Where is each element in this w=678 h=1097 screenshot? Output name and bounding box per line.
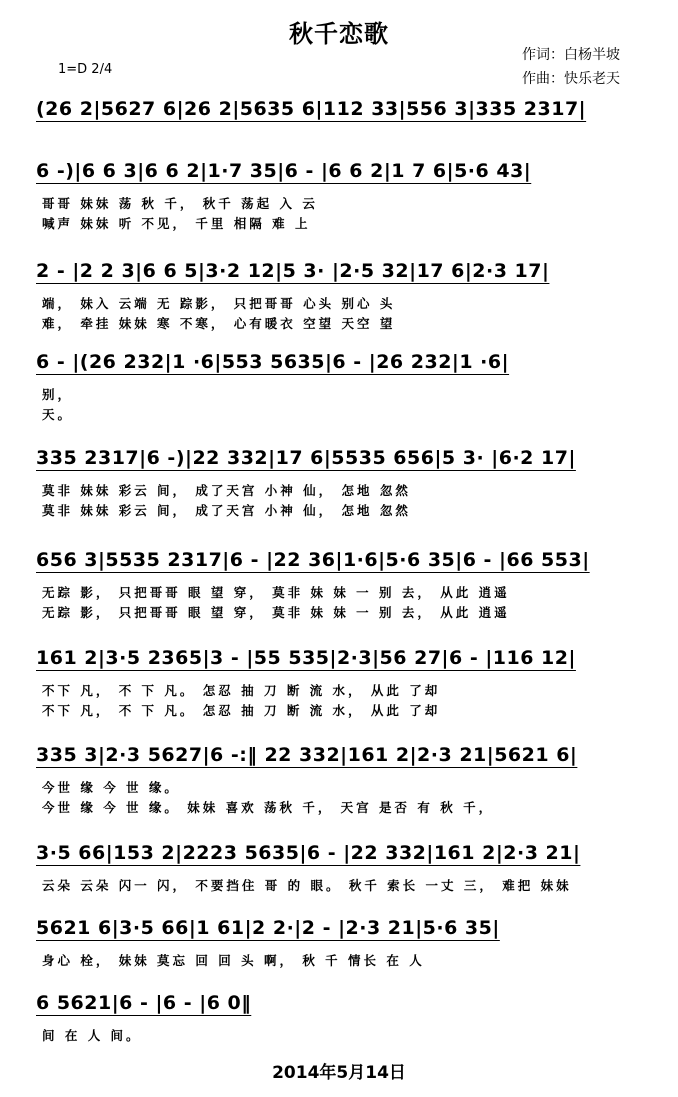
lyric-verse-1: 别， (42, 387, 74, 402)
score-line-11 (36, 982, 644, 1052)
notation: 2 - |2 2 3|6 6 5|3·2 12|5 3· |2·5 32|17 6|2·3 17| (36, 260, 550, 282)
lyric-verse-2: 今世 缘 今 世 缘。 妹妹 喜欢 荡秋 千， 天宫 是否 有 秋 千， (42, 800, 495, 815)
page-title: 秋千恋歌 (289, 20, 389, 48)
notation: 656 3|5535 2317|6 - |22 36|1·6|5·6 35|6 - |66 553| (36, 549, 590, 571)
notation: 6 5621|6 - |6 - |6 0‖ (36, 992, 252, 1014)
notation: 335 2317|6 -)|22 332|17 6|5535 656|5 3· |6·2 17| (36, 447, 576, 469)
lyric-verse-1: 哥哥 妹妹 荡 秋 千， 秋千 荡起 入 云 (42, 196, 318, 211)
lyric-verse-1: 身心 栓， 妹妹 莫忘 回 回 头 啊， 秋 千 情长 在 人 (42, 953, 425, 968)
lyric-verse-2: 莫非 妹妹 彩云 间， 成了天宫 小神 仙， 怎地 忽然 (42, 503, 411, 518)
notation: 6 -)|6 6 3|6 6 2|1·7 35|6 - |6 6 2|1 7 6|5·6 43| (36, 160, 532, 182)
notation: 6 - |(26 232|1 ·6|553 5635|6 - |26 232|1 ·6| (36, 351, 510, 373)
score-line-1 (36, 88, 644, 148)
score-line-3 (36, 250, 644, 340)
notation: 161 2|3·5 2365|3 - |55 535|2·3|56 27|6 - |116 12| (36, 647, 576, 669)
lyric-verse-1: 间 在 人 间。 (42, 1028, 142, 1043)
lyric-verse-1: 莫非 妹妹 彩云 间， 成了天宫 小神 仙， 怎地 忽然 (42, 483, 411, 498)
score-line-9 (36, 832, 644, 902)
lyric-verse-2: 天。 (42, 407, 74, 422)
lyric-verse-2: 无踪 影， 只把哥哥 眼 望 穿， 莫非 妹 妹 一 别 去， 从此 逍遥 (42, 605, 510, 620)
score-line-2 (36, 150, 644, 240)
lyric-verse-2: 不下 凡， 不 下 凡。 怎忍 抽 刀 断 流 水， 从此 了却 (42, 703, 441, 718)
composer-credit: 作曲：快乐老天 (522, 71, 620, 87)
lyric-verse-1: 不下 凡， 不 下 凡。 怎忍 抽 刀 断 流 水， 从此 了却 (42, 683, 441, 698)
score-line-7 (36, 637, 644, 727)
date-footer: 2014年5月14日 (272, 1063, 406, 1083)
lyric-verse-1: 无踪 影， 只把哥哥 眼 望 穿， 莫非 妹 妹 一 别 去， 从此 逍遥 (42, 585, 510, 600)
notation: 5621 6|3·5 66|1 61|2 2·|2 - |2·3 21|5·6 35| (36, 917, 500, 939)
lyric-verse-1: 端， 妹入 云端 无 踪影， 只把哥哥 心头 别心 头 (42, 296, 396, 311)
notation: (26 2|5627 6|26 2|5635 6|112 33|556 3|335 2317| (36, 98, 587, 120)
notation: 335 3|2·3 5627|6 -:‖ 22 332|161 2|2·3 21|5621 6| (36, 744, 578, 766)
lyric-verse-2: 喊声 妹妹 听 不见， 千里 相隔 难 上 (42, 216, 311, 231)
lyric-verse-1: 云朵 云朵 闪一 闪， 不要挡住 哥 的 眼。 秋千 索长 一丈 三， 难把 妹妹 (42, 878, 572, 893)
score-line-10 (36, 907, 644, 977)
lyric-verse-2: 难， 牵挂 妹妹 寒 不寒， 心有暖衣 空望 天空 望 (42, 316, 396, 331)
score-line-5 (36, 437, 644, 527)
lyric-verse-1: 今世 缘 今 世 缘。 (42, 780, 180, 795)
score-line-6 (36, 539, 644, 629)
notation: 3·5 66|153 2|2223 5635|6 - |22 332|161 2|2·3 21| (36, 842, 581, 864)
score-line-4 (36, 341, 644, 431)
lyricist-credit: 作词：白杨半坡 (522, 47, 620, 63)
key-signature: 1=D 2/4 (58, 62, 113, 77)
score-line-8 (36, 734, 644, 824)
